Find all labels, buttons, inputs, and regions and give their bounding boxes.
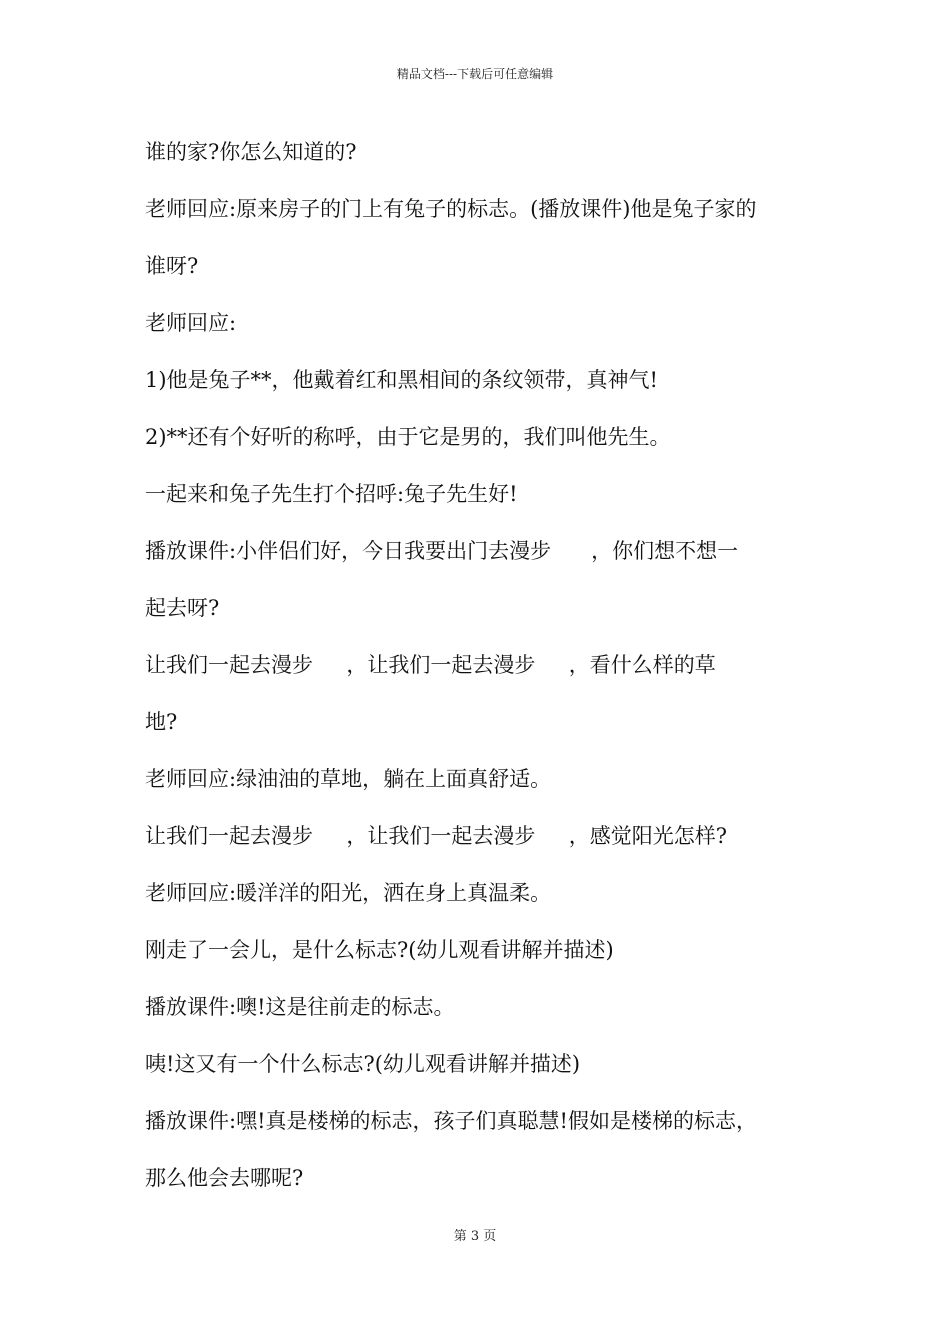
paragraph-line: 咦!这又有一个什么标志?(幼儿观看讲解并描述) xyxy=(145,1052,581,1076)
paragraph-line: 1)他是兔子**，他戴着红和黑相间的条纹领带，真神气! xyxy=(145,368,658,392)
paragraph-line: 老师回应:原来房子的门上有兔子的标志。(播放课件)他是兔子家的 xyxy=(145,197,757,221)
page-number: 第 3 页 xyxy=(453,1229,497,1244)
paragraph-line: 老师回应:绿油油的草地，躺在上面真舒适。 xyxy=(145,767,552,791)
body-text xyxy=(145,132,815,1215)
paragraph-line: 老师回应: xyxy=(145,311,237,335)
paragraph-line: 谁呀? xyxy=(145,254,199,278)
paragraph-line: 播放课件:小伴侣们好，今日我要出门去漫步 ，你们想不想一 xyxy=(145,539,739,563)
paragraph-line: 那么他会去哪呢? xyxy=(145,1166,304,1190)
paragraph-line: 让我们一起去漫步 ，让我们一起去漫步 ，看什么样的草 xyxy=(145,653,716,677)
paragraph-line: 一起来和兔子先生打个招呼:兔子先生好! xyxy=(145,482,518,506)
paragraph-line: 地? xyxy=(145,710,178,734)
paragraph-line: 让我们一起去漫步 ，让我们一起去漫步 ，感觉阳光怎样? xyxy=(145,824,728,848)
paragraph-line: 播放课件:嘿!真是楼梯的标志，孩子们真聪慧!假如是楼梯的标志， xyxy=(145,1109,757,1133)
paragraph-line: 谁的家?你怎么知道的? xyxy=(145,140,357,164)
page-header: 精品文档---下载后可任意编辑 xyxy=(396,67,554,81)
paragraph-line: 刚走了一会儿，是什么标志?(幼儿观看讲解并描述) xyxy=(145,938,614,962)
paragraph-line: 起去呀? xyxy=(145,596,220,620)
paragraph-line: 老师回应:暖洋洋的阳光，洒在身上真温柔。 xyxy=(145,881,552,905)
paragraph-line: 播放课件:噢!这是往前走的标志。 xyxy=(145,995,455,1019)
paragraph-line: 2)**还有个好听的称呼，由于它是男的，我们叫他先生。 xyxy=(145,425,671,449)
